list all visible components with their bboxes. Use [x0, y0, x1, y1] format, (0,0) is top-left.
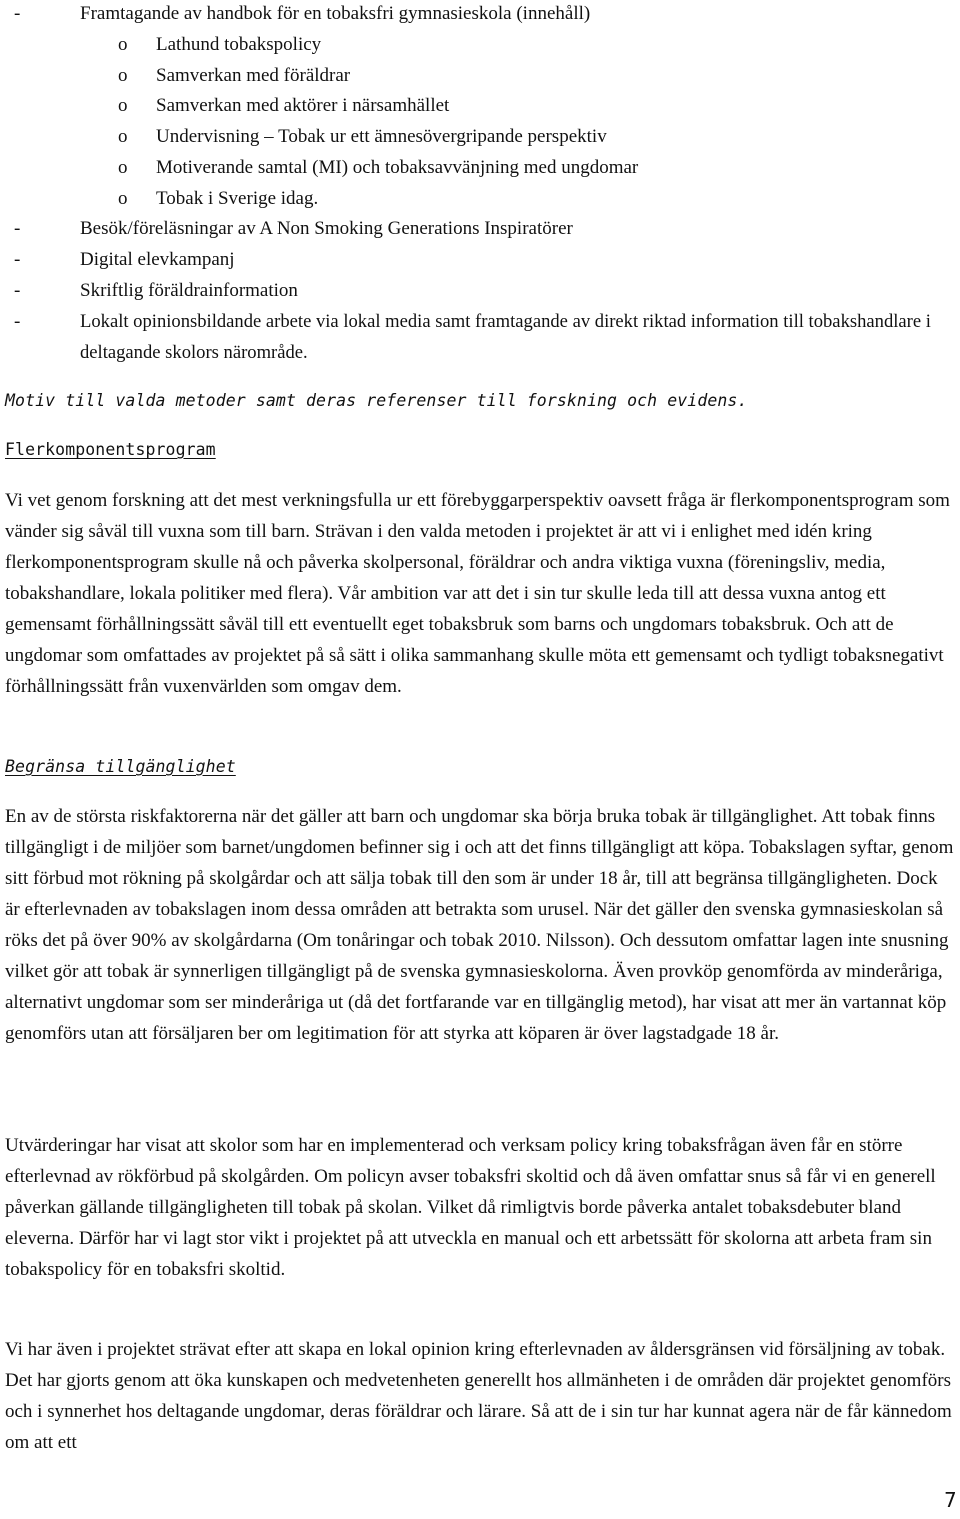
list-bullet: o: [118, 65, 128, 86]
section-heading-begransa: Begränsa tillgänglighet: [5, 757, 236, 776]
paragraph: Vi vet genom forskning att det mest verkningsfulla ur ett förebyggarperspektiv oavsett fråga är flerkomponentsprogram som vänder sig såväl till vuxna som till barn. Strävan i den valda metoden i projektet är att vi i enlighet med idén kring flerkomponentsprogram skulle nå och påverka skolpersonal, föräldrar och andra viktiga vuxna (föreningsliv, media, tobakshandlare, lokala politiker med flera). Vår ambition var att det i sin tur skulle leda till att dessa vuxna antog ett gemensamt förhållningssätt såväl till ett eventuellt eget tobaksbruk som barns och ungdomars tobaksbruk. Och att de ungdomar som omfattades av projektet på så sätt i olika sammanhang skulle möta ett gemensamt och tydligt tobaksnegativt förhållningssätt från vuxenvärlden som omgav dem.: [5, 490, 950, 697]
list-item-text: Lokalt opinionsbildande arbete via lokal media samt framtagande av direkt riktad information till tobakshandlare i deltagande skolors närområde.: [80, 311, 931, 363]
sub-list-item-text: Lathund tobakspolicy: [156, 34, 322, 55]
list-dash: -: [14, 218, 21, 239]
list-dash: -: [14, 311, 21, 332]
list-bullet: o: [118, 126, 128, 147]
page-number: 7: [944, 1488, 957, 1512]
section-heading-flerkomponent: Flerkomponentsprogram: [5, 440, 216, 459]
list-item-text: Digital elevkampanj: [80, 249, 235, 270]
section-heading-motiv: Motiv till valda metoder samt deras referenser till forskning och evidens.: [5, 391, 748, 410]
paragraph: En av de största riskfaktorerna när det gäller att barn och ungdomar ska börja bruka tobak är tillgänglighet. Att tobak finns tillgängligt i de miljöer som barnet/ungdomen befinner sig i och att det finns tillgängligt att köpa. Tobakslagen syftar, genom sitt förbud mot rökning på skolgårdar och att sälja tobak till den som är under 18 år, till att begränsa tillgängligheten. Dock är efterlevnaden av tobakslagen inom dessa områden att betrakta som urusel. När det gäller den svenska gymnasieskolan så röks det på över 90% av skolgårdarna (Om tonåringar och tobak 2010. Nilsson). Och dessutom omfattar lagen inte snusning vilket gör att tobak är synnerligen tillgängligt på de svenska gymnasieskolorna. Även provköp genomförda av minderåriga, alternativt ungdomar som ser minderåriga ut (då det fortfarande var en tillgänglig metod), har visat att mer än vartannat köp genomförs utan att försäljaren ber om legitimation för att styrka att köparen är över lagstadgade 18 år.: [5, 806, 954, 1044]
list-bullet: o: [118, 188, 128, 209]
sub-list-item-text: Tobak i Sverige idag.: [156, 188, 319, 209]
list-bullet: o: [118, 157, 128, 178]
list-dash: -: [14, 280, 21, 301]
paragraph: Utvärderingar har visat att skolor som har en implementerad och verksam policy kring tobaksfrågan även får en större efterlevnad av rökförbud på skolgården. Om policyn avser tobaksfri skoltid och då även omfattar snus så får vi en generell påverkan gällande tillgängligheten till tobak på skolan. Vilket då rimligtvis borde påverka antalet tobaksdebuter bland eleverna. Därför har vi lagt stor vikt i projektet på att utveckla en manual och ett arbetssätt för skolorna att arbeta fram sin tobakspolicy för en tobaksfri skoltid.: [5, 1135, 936, 1280]
list-item-text: Besök/föreläsningar av A Non Smoking Generations Inspiratörer: [80, 218, 573, 239]
paragraph: Vi har även i projektet strävat efter att skapa en lokal opinion kring efterlevnaden av åldersgränsen vid försäljning av tobak. Det har gjorts genom att öka kunskapen och medvetenheten generellt hos allmänheten i de områden där projektet genomförs och i synnerhet hos deltagande ungdomar, deras föräldrar och lärare. Så att de i sin tur har kunnat agera när de får kännedom om att ett: [5, 1339, 952, 1453]
list-bullet: o: [118, 34, 128, 55]
sub-list-item-text: Undervisning – Tobak ur ett ämnesövergripande perspektiv: [156, 126, 607, 147]
sub-list-item-text: Samverkan med aktörer i närsamhället: [156, 95, 450, 116]
list-item-text: Skriftlig föräldrainformation: [80, 280, 298, 301]
list-item-text: Framtagande av handbok för en tobaksfri gymnasieskola (innehåll): [80, 3, 591, 24]
sub-list-item-text: Samverkan med föräldrar: [156, 65, 351, 86]
list-bullet: o: [118, 95, 128, 116]
list-dash: -: [14, 3, 21, 24]
sub-list-item-text: Motiverande samtal (MI) och tobaksavvänjning med ungdomar: [156, 157, 639, 178]
list-dash: -: [14, 249, 21, 270]
